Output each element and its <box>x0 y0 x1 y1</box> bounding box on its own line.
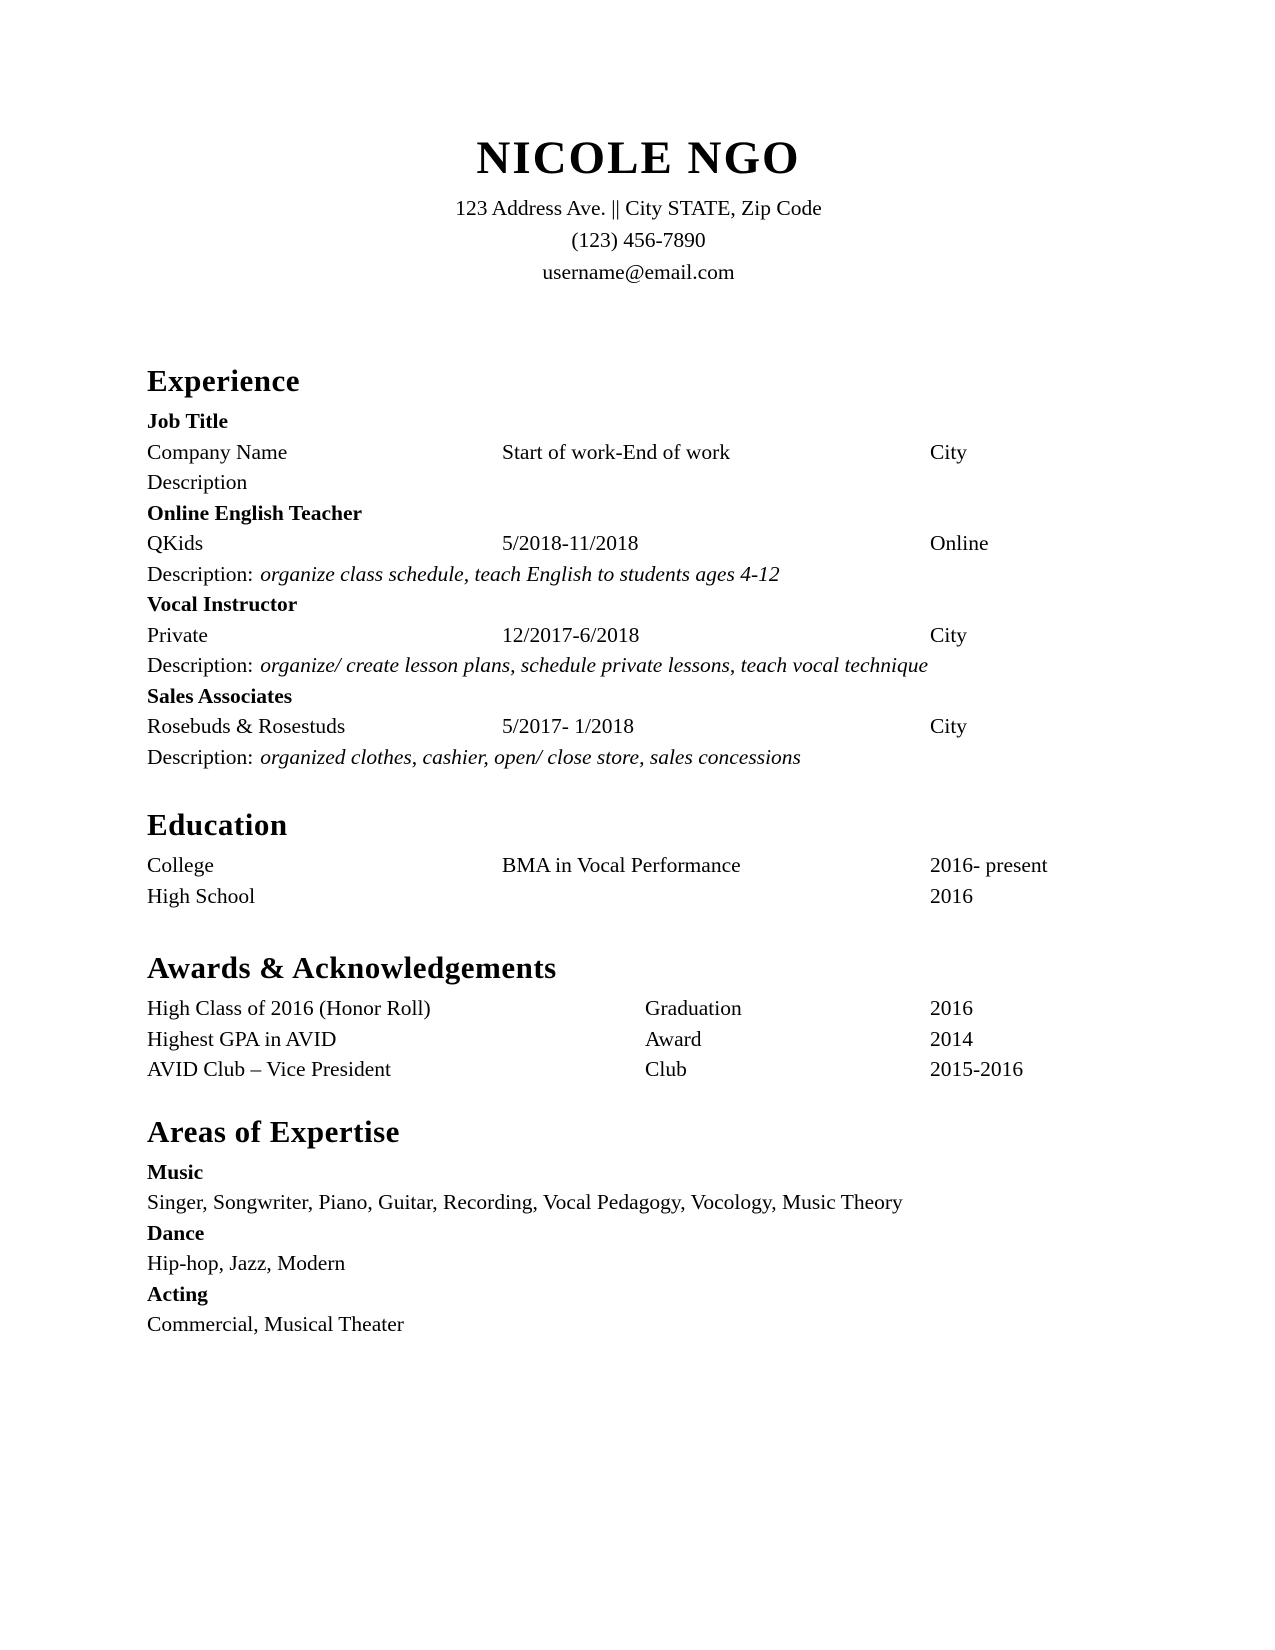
company-name: Rosebuds & Rosestuds <box>147 714 346 738</box>
job-description-row <box>147 742 1130 773</box>
description-label: Description: <box>147 653 254 677</box>
degree-name <box>502 881 930 912</box>
contact-block <box>147 192 1130 288</box>
expertise-group-label <box>147 1279 1130 1310</box>
expertise-section <box>147 1113 1130 1340</box>
job-description-row <box>147 467 1130 498</box>
address-line: 123 Address Ave. || City STATE, Zip Code <box>455 196 822 220</box>
job-title-row <box>147 589 1130 620</box>
education-section <box>147 806 1130 911</box>
expertise-category: Dance <box>147 1220 205 1245</box>
description-label: Description: <box>147 744 254 769</box>
job-location: City <box>930 714 968 738</box>
job-location: City <box>930 439 968 464</box>
job-title: Online English Teacher <box>147 500 363 525</box>
award-dates: 2014 <box>930 1026 973 1051</box>
description-label: Description: <box>147 561 254 586</box>
expertise-heading: Areas of Expertise <box>147 1113 400 1149</box>
award-name: High Class of 2016 (Honor Roll) <box>147 996 431 1020</box>
email-line: username@email.com <box>542 260 735 284</box>
job-title-row <box>147 406 1130 437</box>
expertise-items: Hip-hop, Jazz, Modern <box>147 1251 346 1275</box>
expertise-items: Singer, Songwriter, Piano, Guitar, Recording, Vocal Pedagogy, Vocology, Music Theory <box>147 1190 903 1214</box>
education-row <box>147 881 1130 912</box>
job-title-row <box>147 681 1130 712</box>
job-dates: 5/2018-11/2018 <box>502 531 639 555</box>
job-dates: Start of work-End of work <box>502 439 731 464</box>
job-dates: 12/2017-6/2018 <box>502 622 640 647</box>
job-description-row <box>147 559 1130 590</box>
job-detail-row <box>147 437 1130 468</box>
award-type: Award <box>645 1026 702 1051</box>
expertise-group-label <box>147 1157 1130 1188</box>
job-detail-row <box>147 711 1130 742</box>
expertise-group-items <box>147 1248 1130 1279</box>
school-name: College <box>147 853 214 877</box>
awards-section <box>147 949 1130 1085</box>
expertise-group-items <box>147 1309 1130 1340</box>
award-row <box>147 993 1130 1024</box>
expertise-items: Commercial, Musical Theater <box>147 1312 404 1336</box>
company-name: QKids <box>147 531 204 555</box>
job-title: Vocal Instructor <box>147 592 298 616</box>
education-row <box>147 850 1130 881</box>
job-description-row <box>147 650 1130 681</box>
awards-heading: Awards & Acknowledgements <box>147 950 557 985</box>
expertise-group-items <box>147 1187 1130 1218</box>
award-name: Highest GPA in AVID <box>147 1026 337 1051</box>
job-title-row <box>147 498 1130 529</box>
job-title: Job Title <box>147 409 229 433</box>
degree-name: BMA in Vocal Performance <box>502 853 741 877</box>
company-name: Private <box>147 622 208 647</box>
description-text: organize/ create lesson plans, schedule private lessons, teach vocal technique <box>260 653 929 677</box>
expertise-category: Music <box>147 1159 204 1184</box>
experience-section <box>147 362 1130 772</box>
award-name: AVID Club – Vice President <box>147 1057 391 1081</box>
person-name: NICOLE NGO <box>476 132 801 184</box>
phone-line: (123) 456-7890 <box>571 228 706 252</box>
job-dates: 5/2017- 1/2018 <box>502 714 634 738</box>
job-location: City <box>930 622 968 647</box>
award-row <box>147 1024 1130 1055</box>
award-row <box>147 1054 1130 1085</box>
resume-header <box>147 130 1130 288</box>
education-dates: 2016 <box>930 883 973 908</box>
education-dates: 2016- present <box>930 853 1048 877</box>
award-dates: 2016 <box>930 996 973 1020</box>
job-title: Sales Associates <box>147 683 293 708</box>
job-detail-row <box>147 620 1130 651</box>
school-name: High School <box>147 883 256 908</box>
education-heading: Education <box>147 807 288 842</box>
job-location: Online <box>930 531 989 555</box>
description-label: Description <box>147 470 248 494</box>
award-type: Graduation <box>645 996 742 1020</box>
expertise-category: Acting <box>147 1281 208 1306</box>
description-text: organize class schedule, teach English to students ages 4-12 <box>260 561 780 586</box>
company-name: Company Name <box>147 439 288 464</box>
award-dates: 2015-2016 <box>930 1057 1024 1081</box>
job-detail-row <box>147 528 1130 559</box>
experience-heading: Experience <box>147 363 301 398</box>
description-text: organized clothes, cashier, open/ close store, sales concessions <box>260 744 801 769</box>
award-type: Club <box>645 1057 687 1081</box>
expertise-group-label <box>147 1218 1130 1249</box>
